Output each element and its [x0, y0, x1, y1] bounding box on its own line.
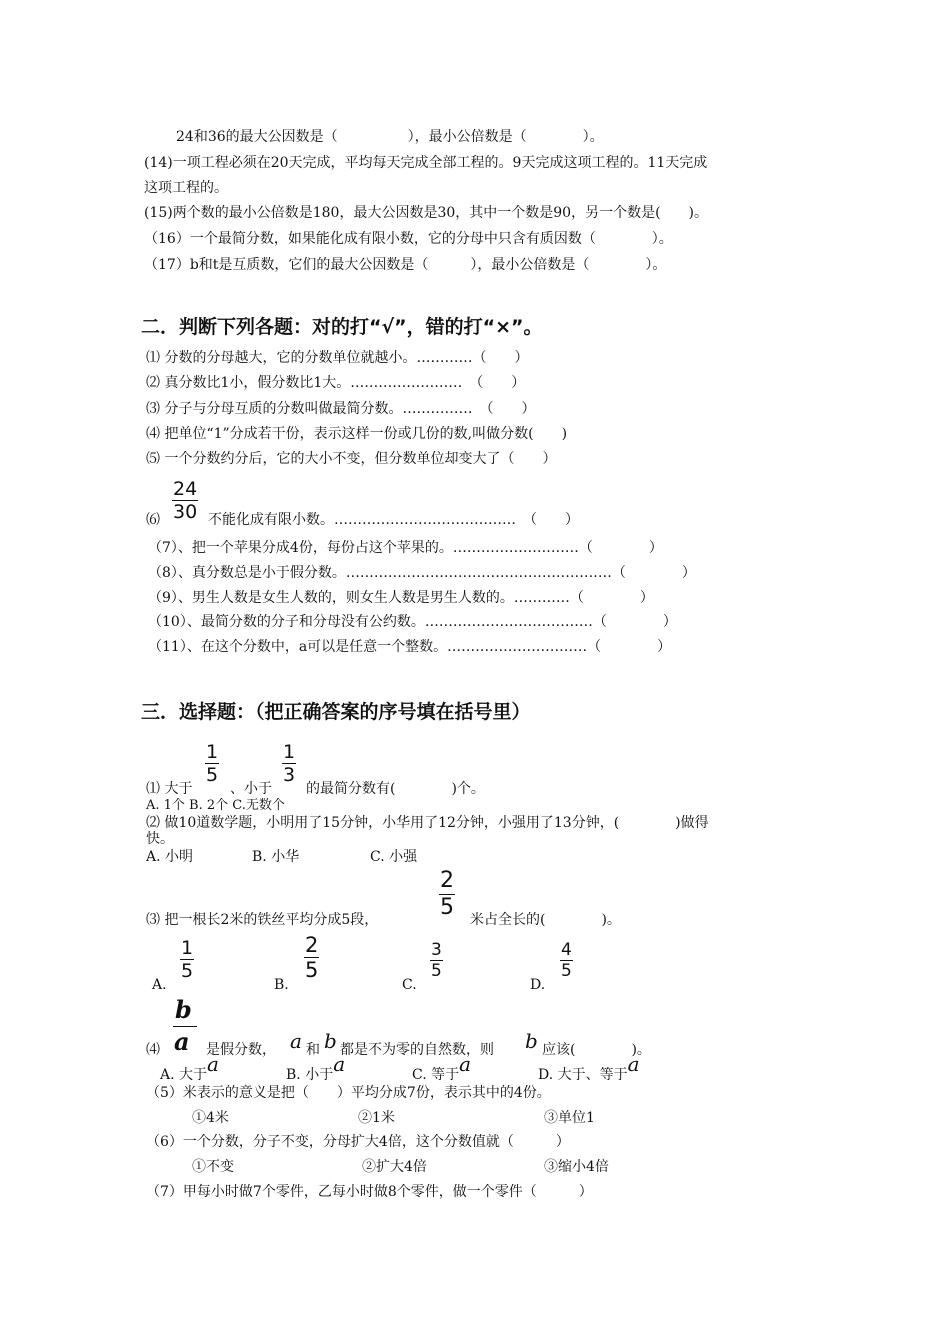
- var-a: a: [290, 1029, 302, 1053]
- var-b: b: [525, 1029, 538, 1053]
- judge-section-title: 二．判断下列各题：对的打“√”，错的打“×”。: [141, 316, 543, 338]
- q5-option-2: ②1米: [358, 1110, 395, 1126]
- q3-option-b-label: B.: [274, 977, 289, 993]
- judge-item-5: ⑸ 一个分数约分后，它的大小不变，但分数单位却变大了（ ）: [146, 451, 557, 467]
- q4-option-d: [538, 1052, 640, 1084]
- fraction-denominator: 5: [206, 764, 219, 786]
- fraction-numerator: 1: [181, 937, 194, 959]
- judge-item-1: ⑴ 分数的分母越大，它的分数单位就越小。…………（ ）: [146, 350, 529, 366]
- q3-option-a-fraction: [180, 937, 194, 982]
- q2-option-a: A. 小明: [146, 849, 194, 865]
- q1-suffix: 的最简分数有( )个。: [306, 781, 485, 797]
- fraction-denominator: 30: [173, 501, 198, 523]
- fill-line-13: 24和36的最大公因数是（ ），最小公倍数是（ ）。: [176, 129, 604, 145]
- q1-options: A. 1个 B. 2个 C.无数个: [146, 798, 285, 813]
- q3-suffix: 米占全长的( )。: [470, 912, 621, 928]
- q3-option-a-label: A.: [152, 977, 167, 993]
- judge-item-9: （9）、男生人数是女生人数的，则女生人数是男生人数的。…………（ ）: [148, 590, 654, 606]
- fraction-denominator: 5: [561, 961, 572, 981]
- fill-line-16: （16）一个最简分数，如果能化成有限小数，它的分母中只含有质因数（ ）。: [144, 231, 673, 247]
- fraction-denominator: 5: [440, 895, 454, 920]
- judge-item-11: （11）、在这个分数中，a可以是任意一个整数。…………………………（ ）: [148, 639, 672, 655]
- fraction-numerator: 1: [206, 741, 219, 763]
- q3-prefix: ⑶ 把一根长2米的铁丝平均分成5段，: [146, 912, 379, 928]
- judge-item-4: ⑷ 把单位“1”分成若干份，表示这样一份或几份的数,叫做分数( ): [146, 426, 568, 442]
- q6-option-2: ②扩大4倍: [362, 1159, 427, 1175]
- q5-option-3: ③单位1: [544, 1110, 595, 1126]
- q3-option-d-fraction: [560, 940, 573, 981]
- q4-option-a: [160, 1052, 219, 1084]
- fraction-24-30: [172, 478, 198, 523]
- q6-option-3: ③缩小4倍: [544, 1159, 609, 1175]
- judge-item-6-text: 不能化成有限小数。………………………………… （ ）: [208, 512, 579, 528]
- q4-option-c: [412, 1052, 472, 1084]
- q4-text1: 是假分数，: [206, 1042, 276, 1058]
- q2-option-b: B. 小华: [252, 849, 300, 865]
- q6-option-1: ①不变: [192, 1159, 234, 1175]
- q5-option-1: ①4米: [192, 1110, 229, 1126]
- fraction-denominator: 3: [283, 764, 296, 786]
- q3-option-d-label: D.: [530, 977, 546, 993]
- fill-line-15: (15)两个数的最小公倍数是180，最大公因数是30，其中一个数是90，另一个数是( )。: [144, 205, 709, 221]
- fraction-1-3: [282, 741, 296, 786]
- fraction-numerator: 1: [283, 741, 296, 763]
- fill-line-14b: 这项工程的。: [144, 180, 228, 196]
- q3-option-c-label: C.: [402, 977, 417, 993]
- option-text: B. 小于: [286, 1067, 334, 1083]
- fraction-denominator: 5: [181, 960, 194, 982]
- fraction-numerator: 2: [440, 868, 454, 893]
- q1-middle: 、小于: [230, 781, 272, 797]
- fraction-denominator: 5: [431, 961, 442, 981]
- q6-text: （6）一个分数，分子不变，分母扩大4倍，这个分数值就（ ）: [146, 1134, 570, 1150]
- option-text: A. 大于: [160, 1067, 208, 1083]
- fraction-1-5: [205, 741, 219, 786]
- q2-line2: 快。: [146, 831, 174, 847]
- q3-option-b-fraction: [304, 933, 319, 982]
- q4-text4: 应该( )。: [542, 1042, 651, 1058]
- var-b: b: [324, 1029, 337, 1053]
- judge-item-3: ⑶ 分子与分母互质的分数叫做最简分数。…………… （ ）: [146, 401, 536, 417]
- judge-item-2: ⑵ 真分数比1小，假分数比1大。…………………… （ ）: [146, 375, 526, 391]
- q4-text2: 和: [306, 1042, 320, 1058]
- q4-var-a: [290, 1029, 302, 1053]
- var-a: a: [459, 1052, 472, 1076]
- fraction-2-5: [439, 868, 455, 921]
- fill-line-14a: (14)一项工程必须在20天完成，平均每天完成全部工程的。9天完成这项工程的。11天完成: [144, 155, 708, 171]
- q2-option-c: C. 小强: [370, 849, 418, 865]
- option-text: C. 等于: [412, 1067, 460, 1083]
- option-text: D. 大于、等于: [538, 1067, 628, 1083]
- q4-text3: 都是不为零的自然数，则: [340, 1042, 494, 1058]
- var-a: a: [333, 1052, 346, 1076]
- fraction-numerator: 2: [305, 933, 319, 957]
- q4-fraction-numerator-b: b: [175, 995, 192, 1024]
- q4-var-b: [324, 1029, 337, 1053]
- q5-text: （5）米表示的意义是把（ ）平均分成7份，表示其中的4份。: [146, 1085, 551, 1101]
- var-a: a: [627, 1052, 640, 1076]
- fraction-numerator: 24: [173, 478, 198, 500]
- fraction-numerator: 3: [431, 940, 442, 960]
- choice-section-title: 三．选择题：（把正确答案的序号填在括号里）: [141, 701, 531, 723]
- q4-option-b: [286, 1052, 346, 1084]
- judge-item-10: （10）、最简分数的分子和分母没有公约数。………………………………（ ）: [148, 614, 677, 630]
- q2-line1: ⑵ 做10道数学题，小明用了15分钟，小华用了12分钟，小强用了13分钟，( )做得: [146, 815, 709, 831]
- judge-item-8: （8）、真分数总是小于假分数。…………………………………………………（ ）: [148, 565, 696, 581]
- q1-prefix: ⑴ 大于: [146, 781, 193, 797]
- var-a: a: [207, 1052, 219, 1076]
- judge-item-6-prefix: ⑹: [146, 512, 160, 528]
- q4-prefix: ⑷: [146, 1042, 160, 1058]
- fraction-numerator: 4: [561, 940, 572, 960]
- q4-fraction-denominator-a: a: [174, 1027, 190, 1056]
- fill-line-17: （17）b和t是互质数，它们的最大公因数是（ ），最小公倍数是（ ）。: [144, 257, 667, 273]
- q7-text: （7）甲每小时做7个零件，乙每小时做8个零件，做一个零件（ ）: [146, 1184, 593, 1200]
- q3-option-c-fraction: [430, 940, 443, 981]
- fraction-denominator: 5: [305, 958, 319, 982]
- q4-var-b2: [525, 1029, 538, 1053]
- judge-item-7: （7）、把一个苹果分成4份，每份占这个苹果的。………………………（ ）: [148, 540, 663, 556]
